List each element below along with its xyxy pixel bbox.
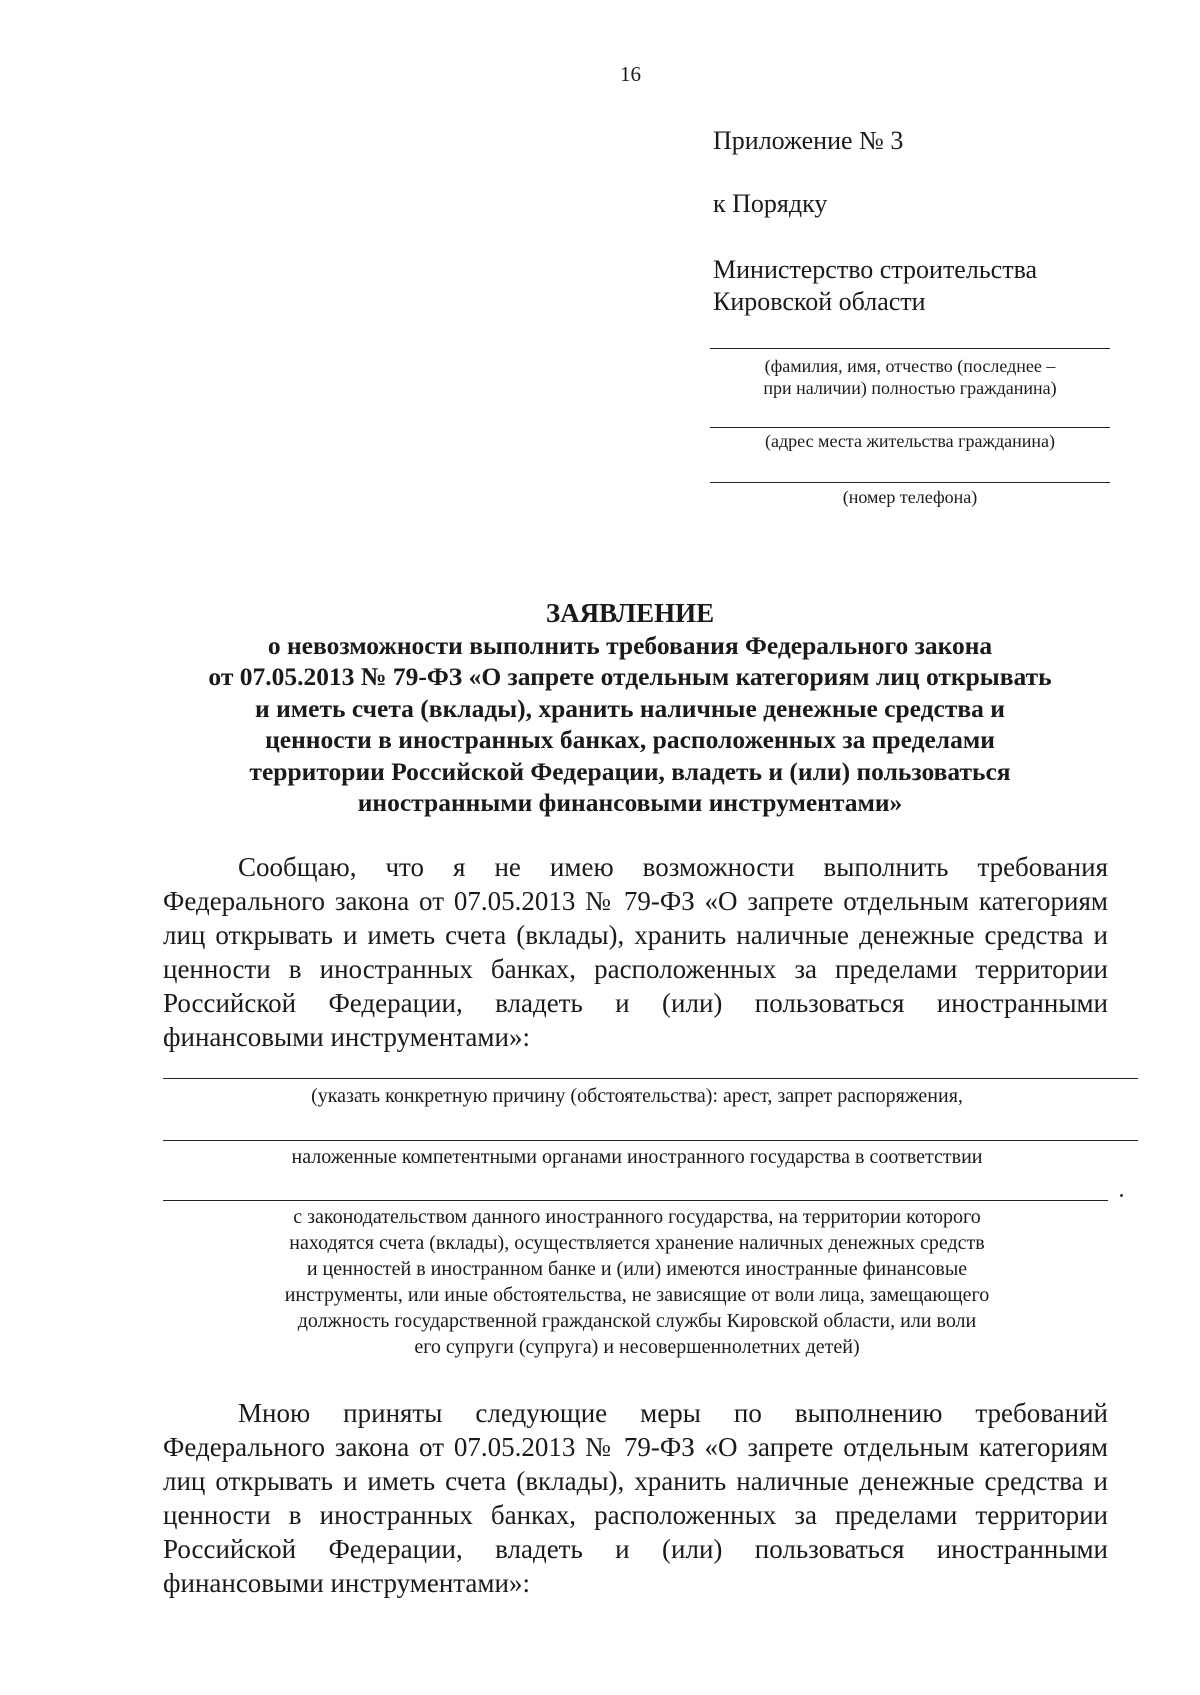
phone-field-caption: (номер телефона): [842, 487, 978, 507]
reason-caption-2: наложенные компетентными органами иностранного государства в соответствии: [291, 1146, 983, 1168]
phone-field-line[interactable]: [710, 482, 1110, 483]
scan-speck: [1120, 1194, 1123, 1197]
statement-text: Сообщаю, что я не имею возможности выполнить требования Федерального закона от 07.05.2013 № 79-ФЗ «О запрете отдельным категориям лиц открывать и иметь счета (вклады), хранить наличные денежные средства и ценности в иностранных банках, расположенных за пределами территории Российской Федерации, владеть и (или) пользоваться иностранными финансовыми инструментами»:: [163, 852, 1108, 1052]
title-line: о невозможности выполнить требования Федерального закона: [267, 630, 993, 660]
measures-paragraph: [163, 1396, 1108, 1600]
caption-line: (фамилия, имя, отчество (последнее –: [764, 356, 1056, 376]
document-title: [150, 598, 1110, 819]
reason-caption-1: (указать конкретную причину (обстоятельства): арест, запрет распоряжения,: [311, 1085, 963, 1107]
title-line: и иметь счета (вклады), хранить наличные денежные средства и: [255, 693, 1005, 723]
addressee: [713, 254, 1037, 318]
address-field-caption: (адрес места жительства гражданина): [764, 431, 1056, 451]
title-heading: ЗАЯВЛЕНИЕ: [545, 598, 715, 628]
title-line: от 07.05.2013 № 79-ФЗ «О запрете отдельным категориям лиц открывать: [208, 662, 1052, 691]
reason-line-1[interactable]: [163, 1078, 1138, 1079]
caption-line: с законодательством данного иностранного государства, на территории которого: [293, 1206, 981, 1228]
addressee-line: Министерство строительства: [713, 255, 1038, 284]
measures-text: Мною приняты следующие меры по выполнению требований Федерального закона от 07.05.2013 № 79-ФЗ «О запрете отдельным категориям лиц открывать и иметь счета (вклады), хранить наличные денежные средства и ценности в иностранных банках, расположенных за пределами территории Российской Федерации, владеть и (или) пользоваться иностранными финансовыми инструментами»:: [163, 1398, 1108, 1598]
name-field-caption: [710, 355, 1110, 399]
title-line: ценности в иностранных банках, расположенных за пределами: [265, 725, 995, 754]
caption-line: и ценностей в иностранном банке и (или) имеются иностранные финансовые: [306, 1258, 968, 1280]
page-number: 16: [620, 62, 641, 86]
name-field-line[interactable]: [710, 348, 1110, 349]
statement-paragraph: [163, 850, 1108, 1054]
caption-line: его супруги (супруга) и несовершеннолетних детей): [414, 1336, 860, 1358]
addressee-line: Кировской области: [713, 287, 926, 316]
caption-line: при наличии) полностью гражданина): [763, 378, 1057, 398]
caption-line: находятся счета (вклады), осуществляется хранение наличных денежных средств: [289, 1232, 985, 1254]
reason-caption-3: [163, 1204, 1111, 1360]
reason-line-2[interactable]: [163, 1140, 1138, 1141]
title-line: территории Российской Федерации, владеть и (или) пользоваться: [249, 756, 1011, 786]
caption-line: инструменты, или иные обстоятельства, не зависящие от воли лица, замещающего: [284, 1284, 990, 1306]
appendix-reference: к Порядку: [713, 189, 828, 218]
appendix-number: Приложение № 3: [713, 126, 904, 155]
address-field-line[interactable]: [710, 427, 1110, 428]
caption-line: должность государственной гражданской службы Кировской области, или воли: [297, 1310, 977, 1332]
reason-line-3[interactable]: [163, 1200, 1108, 1201]
title-line: иностранными финансовыми инструментами»: [357, 788, 903, 817]
